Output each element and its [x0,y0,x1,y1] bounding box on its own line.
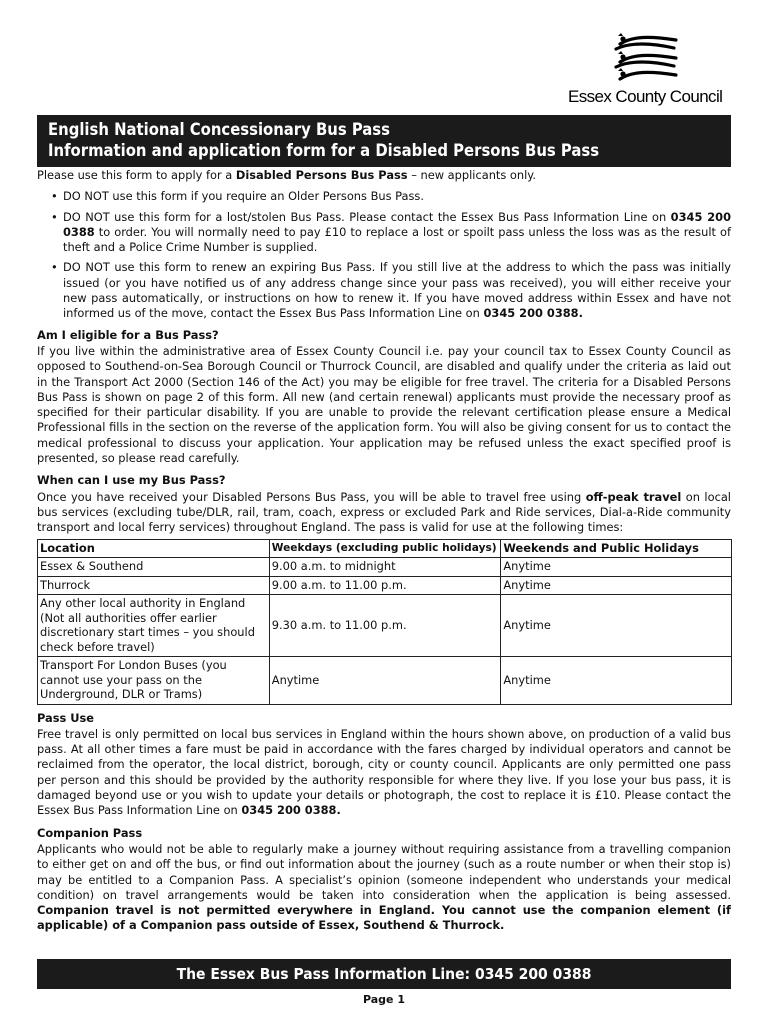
cell-weekdays: 9.30 a.m. to 11.00 p.m. [269,595,501,657]
eligible-text: If you live within the administrative area of Essex County Council i.e. pay your council tax to Essex County Council as opposed to Southend-on-Sea Borough Council or Thurrock Council, are disabled and qualify under the criteria as laid out in the Transport Act 2000 (Section 146 of the Act) you may be eligible for free travel. The criteria for a Disabled Persons Bus Pass is shown on page 2 of this form. All new (and certain renewal) applicants must provide the necessary proof as specified for their particular disability. If you are unable to provide the relevant certification please ensure a Medical Professional fills in the section on the reverse of the application form. You will also be giving consent for us to contact the medical professional to discuss your application. Your application may be refused unless the exact specified proof is presented, so please read carefully. [37,343,731,466]
column-header-weekends: Weekends and Public Holidays [501,539,732,558]
page-number: Page 1 [362,993,405,1006]
notice-item-renew: • DO NOT use this form to renew an expiring Bus Pass. If you still live at the address to which the pass was initially issued (or you have notified us of any address change since your pass was received), you will either receive your new pass automatically, or instructions on how to renew it. If you have moved address within Essex and have not informed us of the move, contact the Essex Bus Pass Information Line on 0345 200 0388. [37,260,731,321]
travel-times-table [37,539,732,705]
companion-heading: Companion Pass [37,825,143,840]
council-name: Essex County Council [568,87,723,106]
info-line-bar: The Essex Bus Pass Information Line: 0345 200 0388 [37,959,731,989]
when-heading: When can I use my Bus Pass? [37,473,226,488]
council-logo [566,32,736,112]
pass-use-text: Free travel is only permitted on local bus services in England within the hours shown above, on production of a valid bus pass. At all other times a fare must be paid in accordance with the fares charged by individual operators and cannot be reclaimed from the operator, the local district, borough, city or county council. Applicants are only permitted one pass per person and this should be provided by the authority responsible for where they live. If you lose your bus pass, it is damaged beyond use or you wish to update your details or photograph, the cost to replace it is £10. Please contact the Essex Bus Pass Information Line on 0345 200 0388. [37,726,731,818]
cell-weekends: Anytime [501,576,732,595]
table-row [38,657,732,705]
eligible-heading: Am I eligible for a Bus Pass? [37,327,219,342]
title-bar [37,115,731,167]
intro-text: Please use this form to apply for a Disabled Persons Bus Pass – new applicants only. [37,168,537,182]
table-row [38,558,732,577]
table-row [38,576,732,595]
notice-list [37,189,731,321]
companion-text: Applicants who would not be able to regularly make a journey without requiring assistance from a travelling companion to either get on and off the bus, or find out information about the journey (such as a route number or when their stop is) may be entitled to a Companion Pass. A specialist’s opinion (someone independent who understands your medical condition) on travel arrangements would be taken into consideration when the application is being assessed. Companion travel is not permitted everywhere in England. You cannot use the companion element (if applicable) of a Companion pass outside of Essex, Southend & Thurrock. [37,841,731,933]
document-title: English National Concessionary Bus Pass [48,120,390,139]
when-text: Once you have received your Disabled Persons Bus Pass, you will be able to travel free using off-peak travel on local bus services (excluding tube/DLR, rail, tram, coach, express or excluded Park and Ride services, Dial-a-Ride community transport and local ferry services) throughout England. The pass is valid for use at the following times: [37,489,731,535]
cell-weekdays: Anytime [269,657,501,705]
pass-use-heading: Pass Use [37,710,95,725]
main-content [37,168,731,934]
cell-location: Thurrock [38,576,270,595]
document-subtitle: Information and application form for a Disabled Persons Bus Pass [48,141,600,160]
cell-weekends: Anytime [501,657,732,705]
cell-weekends: Anytime [501,558,732,577]
notice-item-older: • DO NOT use this form if you require an Older Persons Bus Pass. [37,189,731,204]
notice-item-lost: • DO NOT use this form for a lost/stolen Bus Pass. Please contact the Essex Bus Pass Information Line on 0345 200 0388 to order. You will normally need to pay £10 to replace a lost or spoilt pass unless the loss was as the result of theft and a Police Crime Number is supplied. [37,210,731,256]
council-crest-icon [610,32,682,86]
cell-weekends: Anytime [501,595,732,657]
cell-location: Essex & Southend [38,558,270,577]
cell-location: Transport For London Buses (you cannot use your pass on the Underground, DLR or Trams) [38,657,270,705]
column-header-location: Location [38,539,270,558]
cell-weekdays: 9.00 a.m. to 11.00 p.m. [269,576,501,595]
cell-location: Any other local authority in England (Not all authorities offer earlier discretionary start times – you should check before travel) [38,595,270,657]
column-header-weekdays: Weekdays (excluding public holidays) [269,539,501,558]
table-header-row [38,539,732,558]
table-row [38,595,732,657]
cell-weekdays: 9.00 a.m. to midnight [269,558,501,577]
